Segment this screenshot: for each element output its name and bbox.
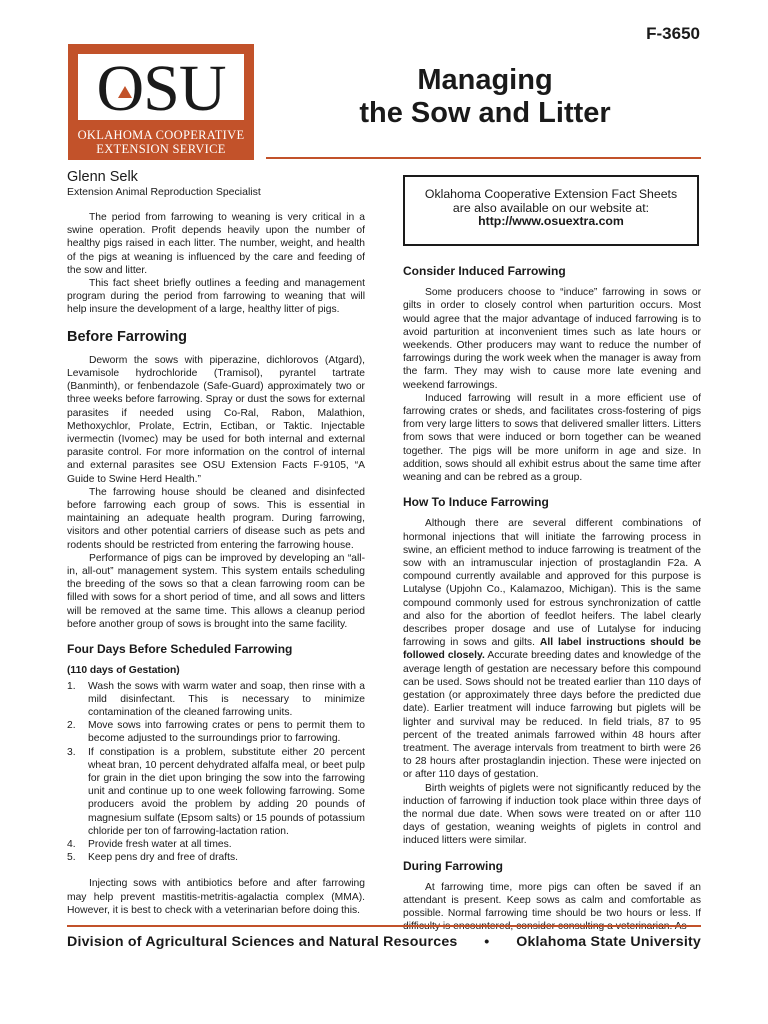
website-link[interactable]: http://www.osuextra.com: [478, 214, 624, 228]
list-item: 3. If constipation is a problem, substitute either 20 percent wheat bran, 10 percent dehydrated alfalfa meal, or beet pulp for grain in the diet upon bringing the sow into the farrowing unit and continue up to one week following farrowing. Some producers avoid the problem by adding 20 pounds of magnesium sulfate (Epsom salts) or 15 pounds of potassium chloride per ton of farrowing-lactation ration.: [67, 746, 365, 837]
list-item: 5. Keep pens dry and free of drafts.: [67, 852, 238, 864]
body-paragraph: Induced farrowing will result in a more efficient use of farrowing crates or sheds, and facilitates cross-fostering of pigs from very large litters to sows that delivered smaller litters. Litters from sows that were induced or born together can be weaned together. The pigs will be more uniform in age and size. In addition, sows should all exhibit estrus about the same time after weaning and can be rebred as a group.: [403, 392, 701, 484]
label-instructions-emphasis: All label instructions should be followed closely.: [403, 637, 701, 662]
footer: [67, 934, 701, 950]
intro-paragraph: The period from farrowing to weaning is very critical in a swine operation. Profit depends heavily upon the number of healthy pigs raised in each litter. The number, weight, and health of the pigs at weaning is influenced by the care and feeding of the sow and litter.: [67, 212, 365, 276]
logo-line-2: EXTENSION SERVICE: [96, 142, 226, 156]
section-heading-four-days: Four Days Before Scheduled Farrowing: [67, 642, 293, 657]
body-paragraph: Some producers choose to “induce” farrowing in sows or gilts in order to closely control when parturition occurs. Most would agree that the major advantage of induced farrowing is to avoid parturition at inconvenient times such as late hours or weekends. Other producers may want to reduce the number of farrowings during the work week when the manager is away from the farm. They may wish to cause more late evening and weekend farrowings.: [403, 287, 701, 391]
list-item: 2. Move sows into farrowing crates or pens to permit them to become adjusted to the surroundings prior to farrowing.: [67, 720, 365, 745]
list-item: 4. Provide fresh water at all times.: [67, 838, 232, 850]
body-paragraph: Injecting sows with antibiotics before and after farrowing may help prevent mastitis-metritis-agalactia complex (MMA). However, it is best to check with a veterinarian before doing this.: [67, 878, 365, 916]
website-box-line-1: Oklahoma Cooperative Extension Fact Sheets: [424, 187, 678, 201]
body-paragraph: The farrowing house should be cleaned and disinfected before farrowing each group of sows. This is essential in maintaining an adequate health program. During farrowing, visitors and other potential carriers of disease such as pets and rodents should be restricted from entering the farrowing house.: [67, 486, 365, 551]
logo-line-1: OKLAHOMA COOPERATIVE: [77, 128, 245, 142]
subheading-gestation: (110 days of Gestation): [67, 665, 180, 677]
body-paragraph: Birth weights of piglets were not significantly reduced by the induction of farrowing if induction took place within three days of the normal due date. When sows were treated on or after 110 days of gestation, weaning weights of piglets in control and induced litters were similar.: [403, 782, 701, 847]
body-paragraph: At farrowing time, more pigs can often be saved if an attendant is present. Keep sows as calm and comfortable as possible. Normal farrowing time should be two hours or less. If: [403, 881, 701, 920]
triangle-icon: [118, 86, 132, 98]
intro-paragraph: This fact sheet briefly outlines a feeding and management program during the period from farrowing to weaning that will help insure the development of a large, healthy litter of pigs.: [67, 278, 365, 316]
logo-osu-text: OSU: [96, 52, 226, 125]
left-column: [67, 211, 365, 917]
osu-extension-logo: [68, 44, 254, 160]
footer-rule: [67, 925, 701, 927]
body-paragraph: Deworm the sows with piperazine, dichlorovos (Atgard), Levamisole hydrochloride (Tramisol), pyrantel tartrate (Banminth), or fenbendazole (Safe-Guard) approximately two or three weeks before farrowing. Spray or dust the sows for external parasites if needed using Co-Ral, Rabon, Malathion, Methoxychlor, Prolate, Ectrin, Ectiban, or Taktic. Injectable ivermectin (Ivomec) may be used for both internal and external parasite control. For more information on the control of internal and external parasites see OSU Extension Facts F-9105, “A Guide to Swine Herd Health.”: [67, 354, 365, 485]
author-name: Glenn Selk: [67, 169, 138, 185]
section-heading-during-farrowing: During Farrowing: [403, 858, 503, 873]
footer-division: Division of Agricultural Sciences and Natural Resources: [67, 934, 458, 950]
fact-sheet-number: F-3650: [646, 24, 700, 43]
footer-bullet: •: [484, 934, 490, 950]
title-line-1: Managing: [417, 64, 553, 96]
preparation-list: [67, 680, 365, 865]
section-heading-how-to-induce: How To Induce Farrowing: [403, 495, 549, 510]
body-paragraph: Although there are several different combinations of hormonal injections that will initiate the farrowing process in swine, an efficient method to induce farrowing is treatment of the sow with an intramuscular injection of prostaglandin F2a. A compound currently available and approved for this purpose is Lutalyse (Upjohn Co., Kalamazoo, Michigan). This is the same compound commonly used for estrous synchronization of cattle and also for the abortion of feedlot heifers. The label clearly describes proper dosage and use of Lutalyse for inducing farrowing in sows and gilts. All label instructions should be followed closely. Accurate breeding dates and knowledge of the average length of gestation are necessary before this compound can be used. Sows should not be treated earlier than 110 days of gestation (or approximately three days before the predicted due date). Earlier treatment will induce farrowing but piglets will be lighter and survival may be reduced. In field trials, 87 to 95 percent of the treated animals farrowed within 48 hours after treatment. The average intervals from treatment to birth were 26 to 28 hours after prostaglandin injection. These were injected on or after 110 days of gestation.: [403, 518, 701, 781]
section-heading-before-farrowing: Before Farrowing: [67, 328, 188, 345]
section-heading-induced: Consider Induced Farrowing: [403, 264, 566, 278]
website-box-line-2: are also available on our website at:: [452, 200, 650, 215]
logo-mark-box: [78, 52, 244, 125]
footer-university: Oklahoma State University: [516, 934, 701, 950]
author-role: Extension Animal Reproduction Specialist: [67, 186, 261, 198]
page-title: [300, 64, 670, 130]
list-item: 1. Wash the sows with warm water and soap, then rinse with a mild disinfectant. This is necessary to minimize contamination of the cleaned farrowing units.: [67, 680, 365, 718]
header-rule: [266, 157, 701, 159]
title-line-2: the Sow and Litter: [359, 97, 611, 129]
website-info-box: [403, 175, 699, 246]
body-paragraph: Performance of pigs can be improved by developing an “all-in, all-out” management system. This system entails scheduling the breeding of the sows so that a clean farrowing room can be filled with sows for a short period of time, and all sows and litters will be removed at the same time. This allows a cleanup period before another group of sows is brought into the same facility.: [67, 552, 365, 630]
right-column: [403, 265, 701, 934]
